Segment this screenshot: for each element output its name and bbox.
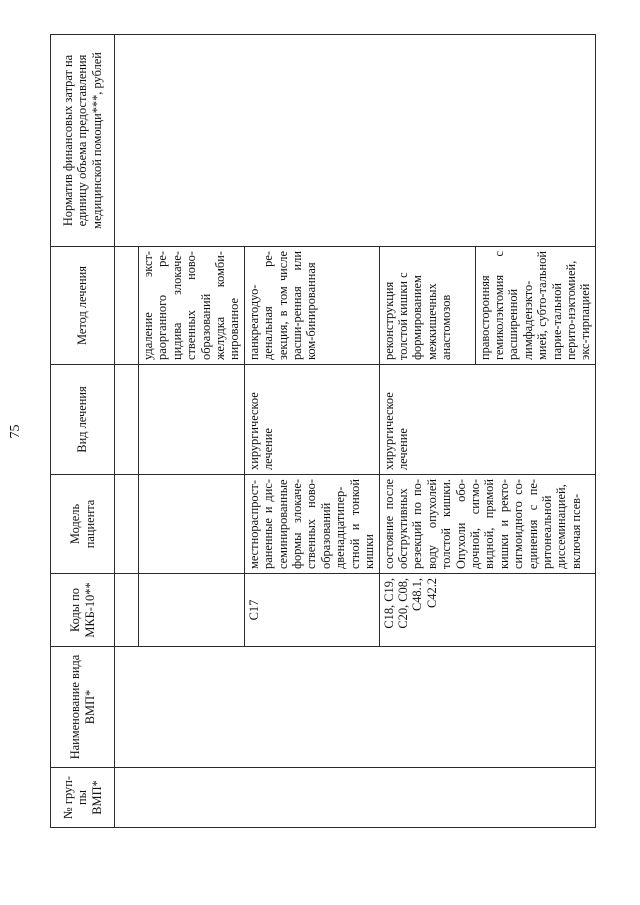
cost-cell <box>115 35 596 247</box>
type-cell <box>139 365 245 475</box>
header-patient-model: Модель пациента <box>51 475 115 574</box>
model-cell-c17: местнораспрост-раненные и дис-семинированные формы злокаче-ственных ново-образований двенадцатипер-стной и тонкой кишки <box>244 475 379 574</box>
header-treatment-type: Вид лечения <box>51 365 115 475</box>
method-cell-c17: панкреатодуо-денальная ре-зекция, в том числе расши-ренная или ком-бинированная <box>244 247 379 365</box>
page-number: 75 <box>8 424 23 439</box>
type-cell-colon: хирургическое лечение <box>379 365 595 475</box>
table-row <box>115 35 139 828</box>
group-no-cell <box>115 768 596 828</box>
header-treatment-method: Метод лечения <box>51 247 115 365</box>
icd-cell-empty <box>115 574 139 647</box>
type-cell-empty <box>115 365 139 475</box>
vmp-name-cell <box>115 647 596 768</box>
method-cell-colon-1: реконструкция толстой кишки с формированием межкишечных анастомозов <box>379 247 475 365</box>
type-cell-c17: хирургическое лечение <box>244 365 379 475</box>
vmp-table <box>50 34 596 828</box>
header-group-no: № груп-пы ВМП* <box>51 768 115 828</box>
method-cell-empty <box>115 247 139 365</box>
rotated-landscape-table <box>8 35 593 828</box>
header-cost-standard: Норматив финансовых затрат на единицу объема предоставления медицинской помощи***, рублей <box>51 35 115 247</box>
model-cell-empty <box>115 475 139 574</box>
icd-cell-c17: C17 <box>244 574 379 647</box>
model-cell-colon: состояние после обструктивных резекций по по-воду опухолей толстой кишки. Опухоли обо-дочной, сигмо-видной, прямой кишки и ректо-сигмоидного со-единения с пе-ритонеальной диссеминацией, включая псев- <box>379 475 595 574</box>
method-cell-gastric: удаление экст-раорганного ре-цидива злокаче-ственных ново-образований желудка комби-нированное <box>139 247 245 365</box>
table-header-row <box>51 35 115 828</box>
model-cell <box>139 475 245 574</box>
method-cell-colon-2: правосторонняя гемиколэктомия с расширенной лимфаденэкто-мией, субто-тальной парие-тальной перито-нэктомией, экс-тирпацией <box>475 247 595 365</box>
icd-cell-colon: C18, C19, C20, C08, C48.1, C42.2 <box>379 574 595 647</box>
icd-cell <box>139 574 245 647</box>
header-vmp-name: Наименование вида ВМП* <box>51 647 115 768</box>
header-icd-codes: Коды по МКБ-10** <box>51 574 115 647</box>
